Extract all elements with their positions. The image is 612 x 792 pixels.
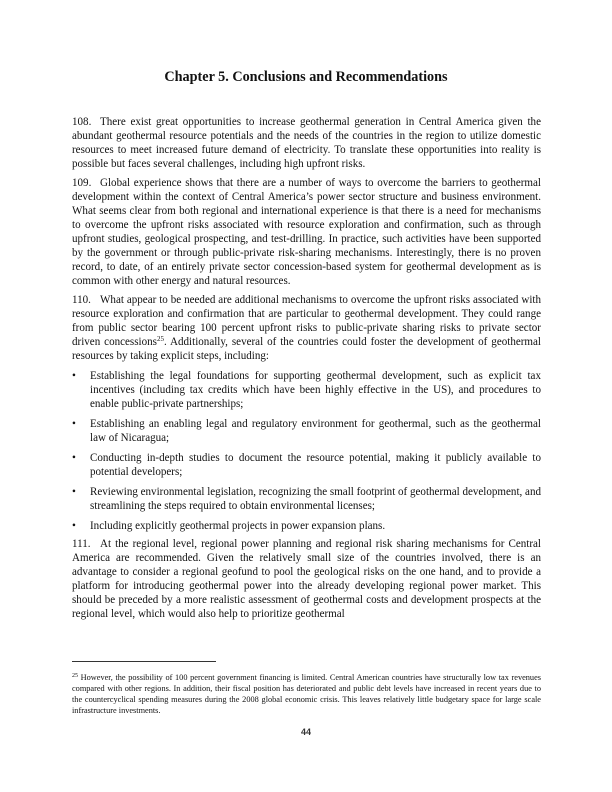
- list-item-text: Establishing the legal foundations for supporting geothermal development, such as explicit tax incentives (including tax credits which have been highly effective in the US), and procedures to enable public-private partnerships;: [90, 370, 541, 410]
- list-item-text: Establishing an enabling legal and regulatory environment for geothermal, such as the geothermal law of Nicaragua;: [90, 418, 541, 444]
- paragraph-110: [72, 293, 541, 363]
- recommendation-list: [72, 369, 541, 533]
- footnote-reference[interactable]: 25: [156, 335, 164, 343]
- page-number: 44: [300, 727, 311, 737]
- bullet-icon: •: [72, 370, 76, 382]
- list-item: [72, 417, 541, 445]
- list-item-text: Including explicitly geothermal projects in power expansion plans.: [90, 520, 386, 532]
- list-item: [72, 519, 541, 533]
- list-item-text: Reviewing environmental legislation, recognizing the small footprint of geothermal development, and streamlining the steps required to obtain environmental licenses;: [90, 486, 541, 512]
- list-item-text: Conducting in-depth studies to document the resource potential, making it publicly available to potential developers;: [90, 452, 541, 478]
- bullet-icon: •: [72, 486, 76, 498]
- body-text: [72, 115, 541, 626]
- footnote-number: 25: [72, 673, 78, 679]
- paragraph-109: [72, 176, 541, 288]
- bullet-icon: •: [72, 452, 76, 464]
- paragraph-number: 110.: [72, 294, 91, 306]
- paragraph-text: What appear to be needed are additional mechanisms to overcome the upfront risks associated with resource exploration and confirmation that are particular to geothermal development. They could range from public sector bearing 100 percent upfront risks to public-private sharing risks to private sector driven concessions: [72, 294, 541, 348]
- list-item: [72, 485, 541, 513]
- paragraph-text: Global experience shows that there are a number of ways to overcome the barriers to geothermal development within the context of Central America’s power sector structure and business environment. What seems clear from both regional and international experience is that there is a need for mechanisms to overcome the upfront risks associated with resource exploration and confirmation, such as through upfront studies, geological prospecting, and test-drilling. In practice, such activities have been supported by the government or through public-private risk-sharing mechanisms. Interestingly, there is no proven record, to date, of an entirely private sector concession-based system for geothermal development as is common with other energy and natural resources.: [72, 177, 541, 287]
- list-item: [72, 369, 541, 411]
- list-item: [72, 451, 541, 479]
- paragraph-108: [72, 115, 541, 171]
- footnote-divider: [72, 661, 216, 662]
- paragraph-number: 108.: [72, 116, 92, 128]
- bullet-icon: •: [72, 418, 76, 430]
- paragraph-text: At the regional level, regional power planning and regional risk sharing mechanisms for Central America are recommended. Given the relatively small size of the countries involved, there is an advantage to consider a regional geofund to pool the geological risks on the one hand, and to provide a platform for introducing geothermal power into the already developing regional power market. This should be preceded by a more realistic assessment of geothermal costs and development prospects at the regional level, which would also help to prioritize geothermal: [72, 538, 541, 620]
- footnote-text: However, the possibility of 100 percent government financing is limited. Central American countries have structurally low tax revenues compared with other regions. In addition, their fiscal position has deteriorated and public debt levels have increased in recent years due to the countercyclical spending measures during the 2008 global economic crisis. This leaves relatively little budgetary space for large scale infrastructure investments.: [72, 673, 541, 715]
- bullet-icon: •: [72, 520, 76, 532]
- paragraph-number: 109.: [72, 177, 92, 189]
- paragraph-111: [72, 537, 541, 621]
- paragraph-text-continued: . Additionally, several of the countries could foster the development of geothermal resources by taking explicit steps, including:: [72, 336, 541, 362]
- footnote-25: [72, 672, 541, 716]
- paragraph-text: There exist great opportunities to increase geothermal generation in Central America given the abundant geothermal resource potentials and the needs of the countries in the region to utilize domestic resources to meet increased future demand of electricity. To translate these opportunities into reality is possible but faces several challenges, including high upfront risks.: [72, 116, 541, 170]
- paragraph-number: 111.: [72, 538, 91, 550]
- chapter-title: Chapter 5. Conclusions and Recommendations: [164, 69, 448, 85]
